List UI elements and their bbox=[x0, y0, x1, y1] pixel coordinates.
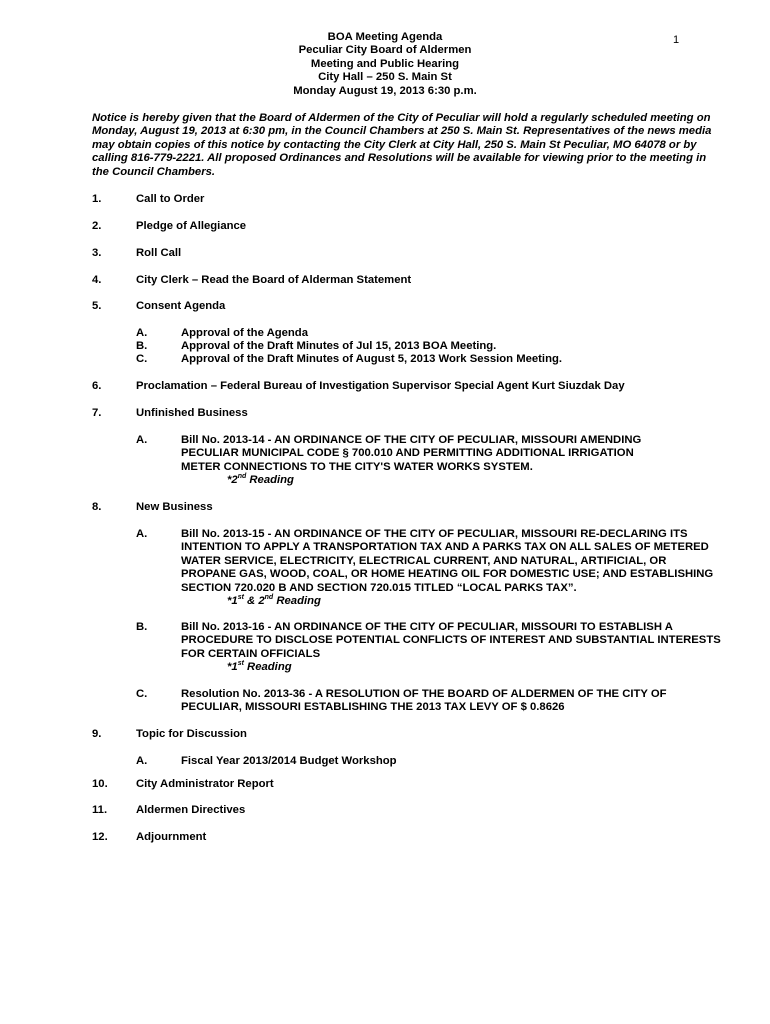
item-number: 4. bbox=[92, 274, 102, 286]
bill-text-line: PROCEDURE TO DISCLOSE POTENTIAL CONFLICTS OF INTEREST AND SUBSTANTIAL INTERESTS bbox=[181, 634, 721, 647]
item-title: Unfinished Business bbox=[136, 407, 248, 419]
item-number: 3. bbox=[92, 247, 102, 259]
meeting-datetime: Monday August 19, 2013 6:30 p.m. bbox=[293, 84, 477, 97]
public-notice bbox=[92, 112, 722, 179]
item-number: 11. bbox=[92, 804, 108, 816]
item-number: 12. bbox=[92, 831, 108, 843]
agenda-header bbox=[0, 31, 770, 98]
sub-item-letter: A. bbox=[136, 528, 148, 540]
sub-item-text bbox=[181, 528, 713, 608]
sub-item-text: Approval of the Draft Minutes of August 5, 2013 Work Session Meeting. bbox=[181, 353, 563, 365]
item-number: 5. bbox=[92, 300, 102, 312]
sub-item-letter: A. bbox=[136, 327, 148, 339]
item-title: Consent Agenda bbox=[136, 300, 226, 312]
sub-item-text bbox=[181, 688, 667, 715]
resolution-text-line: PECULIAR, MISSOURI ESTABLISHING THE 2013 TAX LEVY OF $ 0.8626 bbox=[181, 701, 565, 714]
item-number: 2. bbox=[92, 220, 102, 232]
bill-text-line: Bill No. 2013-14 - AN ORDINANCE OF THE CITY OF PECULIAR, MISSOURI AMENDING bbox=[181, 434, 642, 446]
item-number: 1. bbox=[92, 193, 102, 205]
sub-item-text bbox=[181, 621, 721, 675]
item-number: 8. bbox=[92, 501, 102, 513]
item-title: City Clerk – Read the Board of Alderman Statement bbox=[136, 274, 412, 286]
item-number: 10. bbox=[92, 778, 108, 790]
meeting-type: Meeting and Public Hearing bbox=[310, 57, 460, 70]
bill-text-line: WATER SERVICE, ELECTRICITY, ELECTRICAL CURRENT, AND NATURAL, ARTIFICIAL, OR bbox=[181, 554, 667, 567]
item-title: Call to Order bbox=[136, 193, 205, 205]
bill-text-line: SECTION 720.020 B AND SECTION 720.015 TITLED “LOCAL PARKS TAX”. bbox=[181, 581, 577, 594]
bill-text-line: METER CONNECTIONS TO THE CITY'S WATER WORKS SYSTEM. bbox=[181, 460, 533, 473]
reading-note: *1st & 2nd Reading bbox=[227, 594, 321, 608]
notice-line: the Council Chambers. bbox=[92, 165, 216, 178]
notice-line: may obtain copies of this notice by contacting the City Clerk at City Hall, 250 S. Main St Peculiar, MO 64078 or by bbox=[92, 138, 697, 151]
sub-item-letter: A. bbox=[136, 755, 148, 767]
sub-item-letter: C. bbox=[136, 353, 148, 365]
item-title: Pledge of Allegiance bbox=[136, 220, 247, 232]
sub-item-text: Approval of the Draft Minutes of Jul 15, 2013 BOA Meeting. bbox=[181, 340, 497, 352]
item-title: New Business bbox=[136, 501, 213, 513]
reading-note: *2nd Reading bbox=[227, 473, 294, 487]
meeting-location: City Hall – 250 S. Main St bbox=[318, 71, 452, 84]
board-name: Peculiar City Board of Aldermen bbox=[298, 44, 472, 57]
item-title: City Administrator Report bbox=[136, 778, 274, 790]
resolution-text-line: Resolution No. 2013-36 - A RESOLUTION OF THE BOARD OF ALDERMEN OF THE CITY OF bbox=[181, 688, 667, 700]
item-number: 7. bbox=[92, 407, 102, 419]
sub-item-text bbox=[181, 434, 641, 488]
sub-item-letter: B. bbox=[136, 621, 148, 633]
sub-item-text: Fiscal Year 2013/2014 Budget Workshop bbox=[181, 755, 397, 767]
bill-text-line: Bill No. 2013-15 - AN ORDINANCE OF THE CITY OF PECULIAR, MISSOURI RE-DECLARING ITS bbox=[181, 528, 688, 540]
sub-item-letter: A. bbox=[136, 434, 148, 446]
sub-item-text: Approval of the Agenda bbox=[181, 327, 308, 339]
sub-item-letter: C. bbox=[136, 688, 148, 700]
item-title: Adjournment bbox=[136, 831, 207, 843]
item-number: 6. bbox=[92, 380, 102, 392]
bill-text-line: PROPANE GAS, WOOD, COAL, OR HOME HEATING OIL FOR DOMESTIC USE; AND ESTABLISHING bbox=[181, 568, 714, 581]
item-title: Roll Call bbox=[136, 247, 182, 259]
sub-item-letter: B. bbox=[136, 340, 148, 352]
agenda-title: BOA Meeting Agenda bbox=[327, 31, 443, 43]
item-title: Aldermen Directives bbox=[136, 804, 246, 816]
item-title: Proclamation – Federal Bureau of Investigation Supervisor Special Agent Kurt Siuzdak Day bbox=[136, 380, 625, 392]
item-title: Topic for Discussion bbox=[136, 728, 247, 740]
reading-note: *1st Reading bbox=[227, 660, 292, 674]
bill-text-line: Bill No. 2013-16 - AN ORDINANCE OF THE CITY OF PECULIAR, MISSOURI TO ESTABLISH A bbox=[181, 621, 673, 633]
page-number: 1 bbox=[673, 34, 680, 46]
bill-text-line: PECULIAR MUNICIPAL CODE § 700.010 AND PERMITTING ADDITIONAL IRRIGATION bbox=[181, 447, 634, 460]
notice-line: calling 816-779-2221. All proposed Ordinances and Resolutions will be available for viewing prior to the meeting in bbox=[92, 152, 707, 165]
notice-line: Notice is hereby given that the Board of Aldermen of the City of Peculiar will hold a regularly scheduled meeting on bbox=[92, 112, 711, 124]
bill-text-line: FOR CERTAIN OFFICIALS bbox=[181, 647, 321, 660]
item-number: 9. bbox=[92, 728, 102, 740]
notice-line: Monday, August 19, 2013 at 6:30 pm, in the Council Chambers at 250 S. Main St. Representatives of the news media bbox=[92, 125, 712, 138]
bill-text-line: INTENTION TO APPLY A TRANSPORTATION TAX AND A PARKS TAX ON ALL SALES OF METERED bbox=[181, 541, 709, 554]
